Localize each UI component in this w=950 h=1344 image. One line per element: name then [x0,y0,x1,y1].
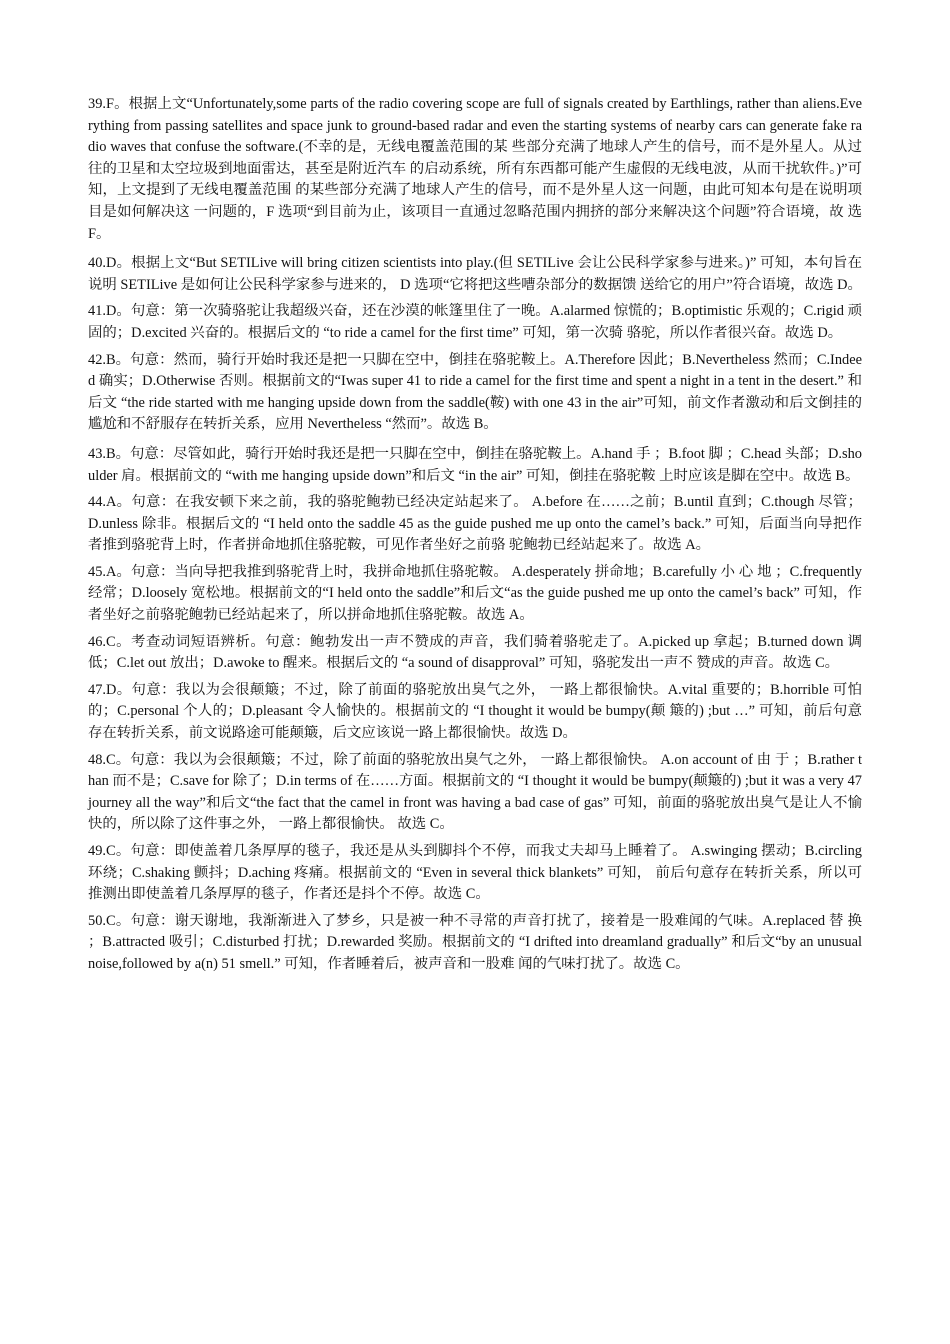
explanation-47: 47.D。句意：我以为会很颠簸；不过，除了前面的骆驼放出臭气之外， 一路上都很愉快。A.vital 重要的；B.horrible 可怕的；C.personal 个人的；D.pleasant 令人愉快的。根据前文的 “I thought it would be bumpy(颠 簸的) ;but …” 可知，前后句意存在转折关系，前文说路途可能颠簸，后文应该说一路上都很愉快。故选 D。 [88,681,862,742]
explanation-46: 46.C。考查动词短语辨析。句意：鲍勃发出一声不赞成的声音，我们骑着骆驼走了。A.picked up 拿起；B.turned down 调低；C.let out 放出；D.awoke to 醒来。根据后文的 “a sound of disapproval” 可知，骆驼发出一声不 赞成的声音。故选 C。 [88,633,862,672]
explanation-49: 49.C。句意：即使盖着几条厚厚的毯子，我还是从头到脚抖个不停，而我丈夫却马上睡着了。 A.swinging 摆动；B.circling 环绕；C.shaking 颤抖；D.aching 疼痛。根据前文的 “Even in several thick blankets” 可知， 前后句意存在转折关系，所以可推测出即使盖着几条厚厚的毯子，作者还是抖个不停。故选 C。 [88,843,862,903]
explanation-42: 42.B。句意：然而，骑行开始时我还是把一只脚在空中，倒挂在骆驼鞍上。A.Therefore 因此；B.Nevertheless 然而；C.Indeed 确实；D.Otherwise 否则。根据前文的“Iwas super 41 to ride a camel for the first time and spent a night in a tent in the desert.” 和后文 “the ride started with me hanging upside down from the saddle(鞍) with one 43 in the air”可知，前文作者激动和后文倒挂的尴尬和不舒服存在转折关系，应用 Nevertheless “然而”。故选 B。 [88,351,862,433]
answer-explanations [88,94,862,981]
explanation-41: 41.D。句意：第一次骑骆驼让我超级兴奋，还在沙漠的帐篷里住了一晚。A.alarmed 惊慌的；B.optimistic 乐观的；C.rigid 顽固的；D.excited 兴奋的。根据后文的 “to ride a camel for the first time” 可知，第一次骑 骆驼，所以作者很兴奋。故选 D。 [88,303,862,341]
explanation-39: 39.F。根据上文“Unfortunately,some parts of the radio covering scope are full of signals created by Earthlings, rather than aliens.Everything from passing satellites and space junk to ground-based radar and even the starting systems of nearby cars can generate fake radio waves that confuse the software.(不幸的是，无线电覆盖范围的某 些部分充满了地球人产生的信号，而不是外星人。从过往的卫星和太空垃圾到地面雷达，甚至是附近汽车 的启动系统，所有东西都可能产生虚假的无线电波，从而干扰软件。)”可知，上文提到了无线电覆盖范围 的某些部分充满了地球人产生的信号，而不是外星人这一问题，由此可知本句是在说明项目是如何解决这 一问题的，F 选项“到目前为止，该项目一直通过忽略范围内拥挤的部分来解决这个问题”符合语境，故 选 F。 [88,96,862,242]
explanation-50: 50.C。句意：谢天谢地，我渐渐进入了梦乡，只是被一种不寻常的声音打扰了，接着是一股难闻的气味。A.replaced 替 换 ；B.attracted 吸引；C.disturbed 打扰；D.rewarded 奖励。根据前文的 “I drifted into dreamland gradually” 和后文“by an unusual noise,followed by a(n) 51 smell.” 可知，作者睡着后，被声音和一股难 闻的气味打扰了。故选 C。 [88,912,862,972]
explanation-44: 44.A。句意：在我安顿下来之前，我的骆驼鲍勃已经决定站起来了。 A.before 在……之前；B.until 直到；C.though 尽管；D.unless 除非。根据后文的 “I held onto the saddle 45 as the guide pushed me up onto the camel’s back.” 可知，后面当向导把作者推到骆驼背上时，作者拼命地抓住骆驼鞍，可见作者坐好之前骆 驼鲍勃已经站起来了。故选 A。 [88,494,862,554]
explanation-45: 45.A。句意：当向导把我推到骆驼背上时，我拼命地抓住骆驼鞍。 A.desperately 拼命地；B.carefully 小 心 地 ；C.frequently 经常；D.loosely 宽松地。根据前文的“I held onto the saddle”和后文“as the guide pushed me up onto the camel’s back” 可知，作者坐好之前骆驼鲍勃已经站起来了，所以拼命地抓住骆驼鞍。故选 A。 [88,563,862,624]
explanation-40: 40.D。根据上文“But SETILive will bring citizen scientists into play.(但 SETILive 会让公民科学家参与进来。)” 可知，本句旨在说明 SETILive 是如何让公民科学家参与进来的， D 选项“它将把这些嘈杂部分的数据馈 送给它的用户”符合语境，故选 D。 [88,255,862,293]
explanation-48: 48.C。句意：我以为会很颠簸；不过，除了前面的骆驼放出臭气之外， 一路上都很愉快。 A.on account of 由 于 ；B.rather than 而不是；C.save for 除了；D.in terms of 在……方面。根据前文的 “I thought it would be bumpy(颠簸的) ;but it was a very 47 journey all the way”和后文“the fact that the camel in front was having a bad case of gas” 可知，前面的骆驼放出臭气是让人不愉快的，所以除了这件事之外， 一路上都很愉快。 故选 C。 [88,751,862,833]
explanation-43: 43.B。句意：尽管如此，骑行开始时我还是把一只脚在空中，倒挂在骆驼鞍上。A.hand 手 ；B.foot 脚 ；C.head 头部；D.shoulder 肩。根据前文的 “with me hanging upside down”和后文 “in the air” 可知，倒挂在骆驼鞍 上时应该是脚在空中。故选 B。 [88,445,862,484]
